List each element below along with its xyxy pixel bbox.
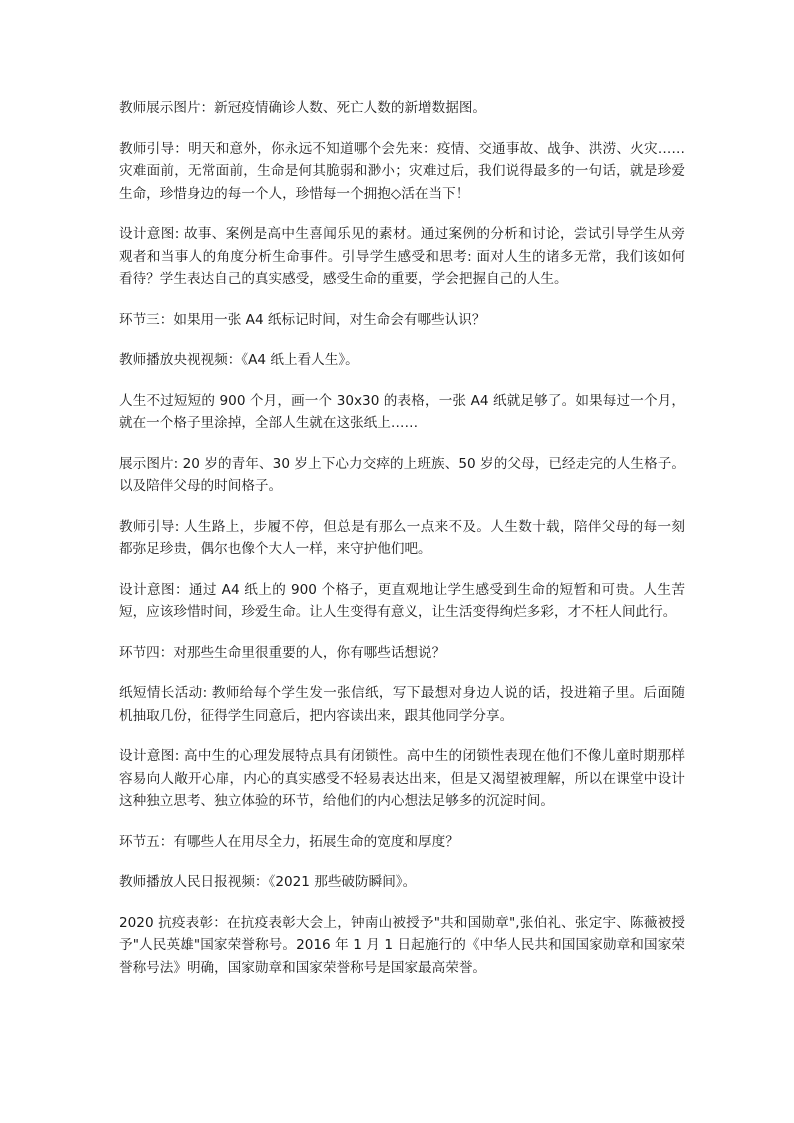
paragraph-letter-activity: 纸短情长活动: 教师给每个学生发一张信纸，写下最想对身边人说的话，投进箱子里。后面随机抽取几份，征得学生同意后，把内容读出来，跟其他同学分享。 — [119, 685, 685, 724]
paragraph-cctv-video: 教师播放央视视频：《A4 纸上看人生》。 — [119, 352, 359, 368]
paragraph-section-three-heading: 环节三：如果用一张 A4 纸标记时间，对生命会有哪些认识？ — [119, 311, 486, 328]
paragraph-900-months: 人生不过短短的 900 个月，画一个 30x30 的表格，一张 A4 纸就足够了。如果每过一个月，就在一个格子里涂掉，全部人生就在这张纸上…… — [119, 392, 685, 431]
paragraph-teacher-guide-parents: 教师引导: 人生路上，步履不停，但总是有那么一点来不及。人生数十载，陪伴父母的每一刻都弥足珍贵，偶尔也像个大人一样，来守护他们吧。 — [119, 518, 685, 557]
paragraph-show-life-grids: 展示图片: 20 岁的青年、30 岁上下心力交瘁的上班族、50 岁的父母，已经走完的人生格子。以及陪伴父母的时间格子。 — [119, 455, 685, 494]
paragraph-peoples-daily-video: 教师播放人民日报视频：《2021 那些破防瞬间》。 — [119, 874, 417, 890]
paragraph-section-five-heading: 环节五：有哪些人在用尽全力，拓展生命的宽度和厚度？ — [119, 833, 459, 850]
paragraph-design-intent-cases: 设计意图: 故事、案例是高中生喜闻乐见的素材。通过案例的分析和讨论，尝试引导学生从旁观者和当事人的角度分析生命事件。引导学生感受和思考: 面对人生的诸多无常，我们该如何看待？学生表达自己的真实感受，感受生命的重要，学会把握自己的人生。 — [119, 226, 685, 287]
paragraph-teacher-guide-accidents: 教师引导：明天和意外，你永远不知道哪个会先来：疫情、交通事故、战争、洪涝、火灾……灾难面前，无常面前，生命是何其脆弱和渺小；灾难过后，我们说得最多的一句话，就是珍爱生命，珍惜身边的每一个人，珍惜每一个拥抱◇活在当下！ — [119, 140, 685, 202]
paragraph-design-intent-psychology: 设计意图: 高中生的心理发展特点具有闭锁性。高中生的闭锁性表现在他们不像儿童时期那样容易向人敞开心扉，内心的真实感受不轻易表达出来，但是又渴望被理解，所以在课堂中设计这种独立思考、独立体验的环节，给他们的内心想法足够多的沉淀时间。 — [119, 748, 685, 809]
paragraph-show-pandemic-chart: 教师展示图片：新冠疫情确诊人数、死亡人数的新增数据图。 — [119, 100, 487, 116]
paragraph-section-four-heading: 环节四：对那些生命里很重要的人，你有哪些话想说？ — [119, 644, 446, 661]
paragraph-design-intent-a4: 设计意图：通过 A4 纸上的 900 个格子，更直观地让学生感受到生命的短暂和可贵。人生苦短，应该珍惜时间，珍爱生命。让人生变得有意义，让生活变得绚烂多彩，才不枉人间此行。 — [119, 581, 685, 620]
paragraph-2020-honors: 2020 抗疫表彰：在抗疫表彰大会上，钟南山被授予"共和国勋章",张伯礼、张定宇、陈薇被授予"人民英雄"国家荣誉称号。2016 年 1 月 1 日起施行的《中华人民共和国国家勋章和国家荣誉称号法》明确，国家勋章和国家荣誉称号是国家最高荣誉。 — [119, 914, 685, 976]
document-body — [119, 97, 685, 997]
